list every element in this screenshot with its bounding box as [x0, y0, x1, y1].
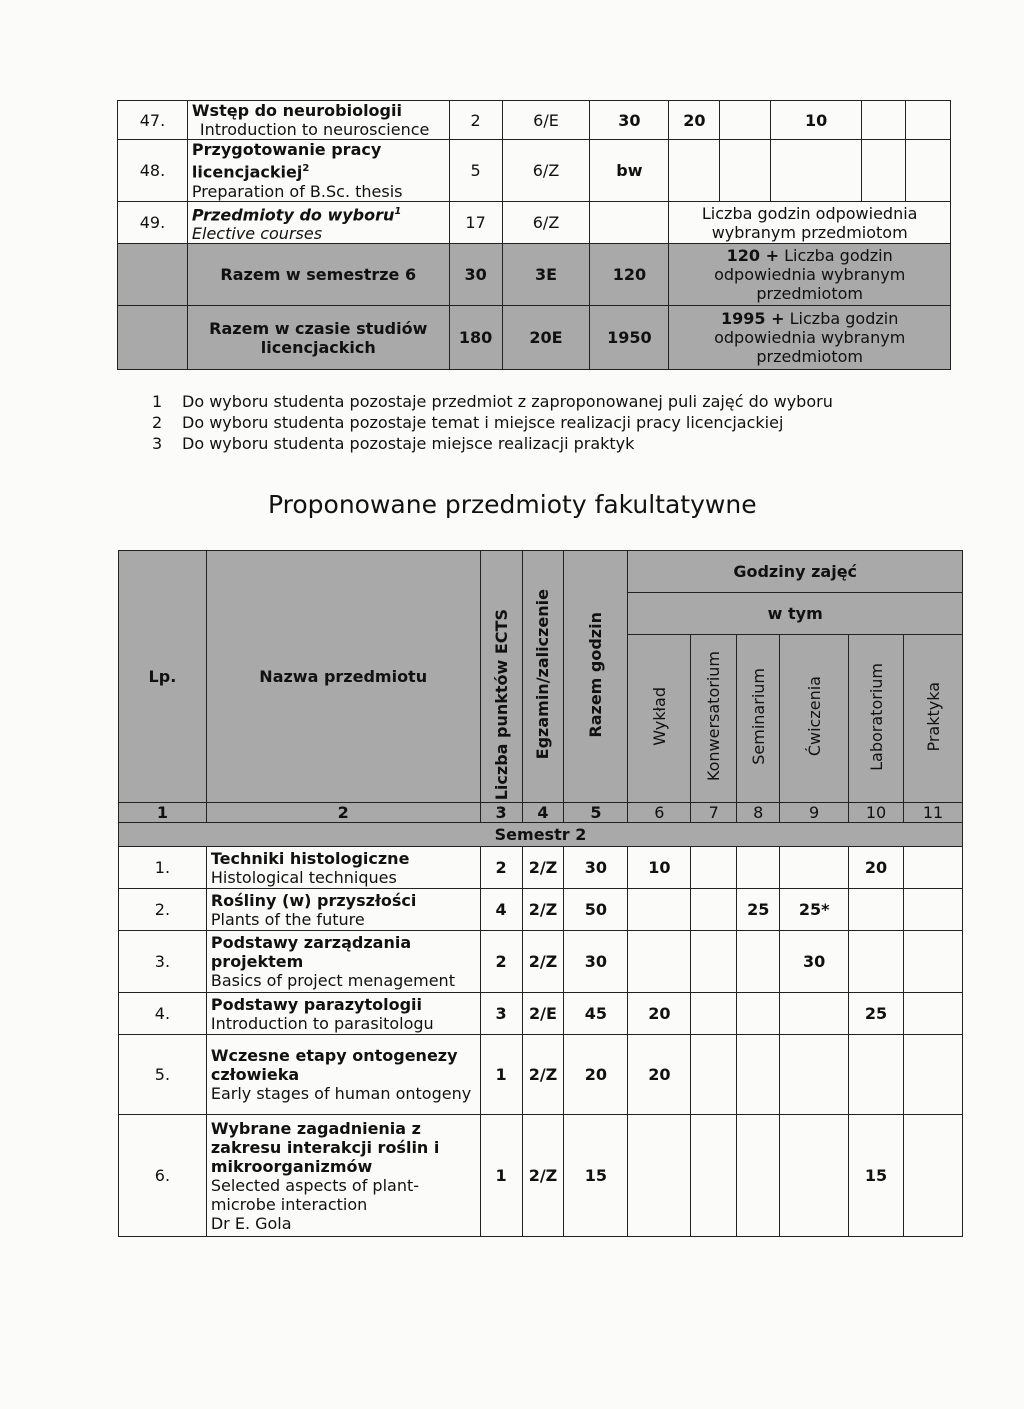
hours-cell: 20: [564, 1035, 628, 1115]
row-number: 47.: [118, 101, 188, 140]
total-exam: 20E: [502, 306, 590, 370]
column-number: 1: [119, 803, 207, 823]
header-conversatory: Konwersatorium: [691, 635, 737, 803]
hours-cell: 15: [564, 1115, 628, 1237]
course-name: Podstawy parazytologii Introduction to parasitologu: [206, 993, 480, 1035]
header-ects: Liczba punktów ECTS: [480, 551, 522, 803]
table-row: [119, 1115, 963, 1237]
empty-cell: [906, 101, 951, 140]
exam-cell: 2/Z: [522, 847, 564, 889]
row-number: 2.: [119, 889, 207, 931]
section-heading: Proponowane przedmioty fakultatywne: [268, 490, 757, 519]
column-number: 7: [691, 803, 737, 823]
course-name-en: Preparation of B.Sc. thesis: [191, 181, 403, 201]
table-row: [119, 1035, 963, 1115]
ects-cell: 17: [449, 202, 502, 244]
course-name: [187, 202, 449, 244]
sum-exam: 3E: [502, 244, 590, 306]
course-name: Techniki histologiczne Histological techniques: [206, 847, 480, 889]
course-name: Rośliny (w) przyszłości Plants of the future: [206, 889, 480, 931]
lecture-cell: 20: [628, 993, 691, 1035]
total-label: Razem w czasie studiów licencjackich: [187, 306, 449, 370]
exam-cell: 6/Z: [502, 140, 590, 202]
practice-cell: [904, 847, 963, 889]
practice-cell: [904, 889, 963, 931]
hours-breakdown-cell: [720, 101, 771, 140]
empty-cell: [720, 140, 771, 202]
row-number: 4.: [119, 993, 207, 1035]
hours-cell: bw: [590, 140, 669, 202]
conversatory-cell: [691, 889, 737, 931]
table-row: [119, 847, 963, 889]
laboratory-cell: 15: [849, 1115, 904, 1237]
course-name: [187, 140, 449, 202]
table-row: [119, 931, 963, 993]
exercises-cell: 30: [780, 931, 849, 993]
conversatory-cell: [691, 1035, 737, 1115]
exam-cell: 6/Z: [502, 202, 590, 244]
seminar-cell: [737, 931, 780, 993]
lecture-cell: [628, 889, 691, 931]
course-name: [187, 101, 449, 140]
column-number: 6: [628, 803, 691, 823]
header-exercises: Ćwiczenia: [780, 635, 849, 803]
header-total-hours: Razem godzin: [564, 551, 628, 803]
exam-cell: 2/E: [522, 993, 564, 1035]
hours-cell: 30: [564, 931, 628, 993]
conversatory-cell: [691, 931, 737, 993]
course-name-en: Introduction to neuroscience: [199, 120, 430, 139]
header-class-hours: Godziny zajęć: [628, 551, 963, 593]
header-seminar: Seminarium: [737, 635, 780, 803]
total-hours: 1950: [590, 306, 669, 370]
empty-cell: [118, 244, 188, 306]
header-including: w tym: [628, 593, 963, 635]
column-number-row: [119, 803, 963, 823]
hours-cell: 50: [564, 889, 628, 931]
conversatory-cell: [691, 993, 737, 1035]
row-number: 49.: [118, 202, 188, 244]
sum-hours: 120: [590, 244, 669, 306]
practice-cell: [904, 993, 963, 1035]
empty-cell: [771, 140, 862, 202]
semester-sum-row: [118, 244, 951, 306]
empty-cell: [590, 202, 669, 244]
column-number: 4: [522, 803, 564, 823]
exercises-cell: [780, 1035, 849, 1115]
row-number: 6.: [119, 1115, 207, 1237]
hours-breakdown-cell: 20: [669, 101, 720, 140]
ects-cell: 2: [449, 101, 502, 140]
ects-cell: 1: [480, 1035, 522, 1115]
exam-cell: 2/Z: [522, 889, 564, 931]
table-row: [118, 202, 951, 244]
semester-label: Semestr 2: [119, 823, 963, 847]
row-number: 3.: [119, 931, 207, 993]
laboratory-cell: [849, 889, 904, 931]
seminar-cell: [737, 993, 780, 1035]
laboratory-cell: [849, 931, 904, 993]
hours-note: Liczba godzin odpowiednia wybranym przedmiotom: [669, 202, 951, 244]
exam-cell: 2/Z: [522, 1035, 564, 1115]
row-number: 5.: [119, 1035, 207, 1115]
course-name: Wybrane zagadnienia z zakresu interakcji roślin i mikroorganizmów Selected aspects of plant-microbe interaction Dr E. Gola: [206, 1115, 480, 1237]
column-number: 3: [480, 803, 522, 823]
seminar-cell: [737, 1035, 780, 1115]
exam-cell: 6/E: [502, 101, 590, 140]
row-number: 48.: [118, 140, 188, 202]
empty-cell: [862, 140, 906, 202]
conversatory-cell: [691, 1115, 737, 1237]
column-number: 9: [780, 803, 849, 823]
ects-cell: 4: [480, 889, 522, 931]
laboratory-cell: 20: [849, 847, 904, 889]
exercises-cell: 25*: [780, 889, 849, 931]
header-lecture: Wykład: [628, 635, 691, 803]
header-lp: Lp.: [119, 551, 207, 803]
seminar-cell: [737, 847, 780, 889]
total-ects: 180: [449, 306, 502, 370]
seminar-cell: 25: [737, 889, 780, 931]
total-sum-row: [118, 306, 951, 370]
course-name: Wczesne etapy ontogenezy człowieka Early stages of human ontogeny: [206, 1035, 480, 1115]
elective-courses-table: [118, 550, 963, 1237]
lecture-cell: [628, 1115, 691, 1237]
row-number: 1.: [119, 847, 207, 889]
course-name-pl: Przygotowanie pracy licencjackiej$^2$: [191, 140, 382, 182]
hours-cell: 45: [564, 993, 628, 1035]
column-number: 8: [737, 803, 780, 823]
table-row: [118, 101, 951, 140]
total-note: 1995 + Liczba godzin odpowiednia wybranym przedmiotom: [669, 306, 951, 370]
conversatory-cell: [691, 847, 737, 889]
course-name-pl: Wstęp do neurobiologii: [191, 101, 402, 120]
hours-breakdown-cell: 10: [771, 101, 862, 140]
course-name-pl: Przedmioty do wyboru$^1$: [191, 205, 402, 225]
hours-cell: 30: [590, 101, 669, 140]
laboratory-cell: [849, 1035, 904, 1115]
ects-cell: 2: [480, 847, 522, 889]
exercises-cell: [780, 1115, 849, 1237]
practice-cell: [904, 1035, 963, 1115]
empty-cell: [669, 140, 720, 202]
practice-cell: [904, 1115, 963, 1237]
column-number: 10: [849, 803, 904, 823]
column-number: 2: [206, 803, 480, 823]
course-name-en: Elective courses: [191, 224, 323, 244]
empty-cell: [906, 140, 951, 202]
practice-cell: [904, 931, 963, 993]
empty-cell: [862, 101, 906, 140]
exercises-cell: [780, 847, 849, 889]
header-course-name: Nazwa przedmiotu: [206, 551, 480, 803]
lecture-cell: [628, 931, 691, 993]
ects-cell: 3: [480, 993, 522, 1035]
sum-label: Razem w semestrze 6: [187, 244, 449, 306]
semester-row: [119, 823, 963, 847]
laboratory-cell: 25: [849, 993, 904, 1035]
ects-cell: 1: [480, 1115, 522, 1237]
footnote: 1 Do wyboru studenta pozostaje przedmiot z zaproponowanej puli zajęć do wyboru: [152, 392, 833, 411]
footnotes: [152, 391, 833, 454]
column-number: 11: [904, 803, 963, 823]
curriculum-table-semester-6: [117, 100, 951, 370]
footnote: 3 Do wyboru studenta pozostaje miejsce realizacji praktyk: [152, 434, 635, 453]
ects-cell: 5: [449, 140, 502, 202]
hours-cell: 30: [564, 847, 628, 889]
ects-cell: 2: [480, 931, 522, 993]
exam-cell: 2/Z: [522, 1115, 564, 1237]
seminar-cell: [737, 1115, 780, 1237]
empty-cell: [118, 306, 188, 370]
header-laboratory: Laboratorium: [849, 635, 904, 803]
course-name: Podstawy zarządzania projektem Basics of project menagement: [206, 931, 480, 993]
lecturer: Dr E. Gola: [210, 1213, 292, 1233]
header-practice: Praktyka: [904, 635, 963, 803]
sum-note: 120 + Liczba godzin odpowiednia wybranym przedmiotom: [669, 244, 951, 306]
table-row: [119, 889, 963, 931]
header-row: [119, 551, 963, 593]
table-row: [118, 140, 951, 202]
exam-cell: 2/Z: [522, 931, 564, 993]
lecture-cell: 20: [628, 1035, 691, 1115]
header-exam: Egzamin/zaliczenie: [522, 551, 564, 803]
column-number: 5: [564, 803, 628, 823]
footnote: 2 Do wyboru studenta pozostaje temat i miejsce realizacji pracy licencjackiej: [152, 413, 784, 432]
table-row: [119, 993, 963, 1035]
exercises-cell: [780, 993, 849, 1035]
sum-ects: 30: [449, 244, 502, 306]
lecture-cell: 10: [628, 847, 691, 889]
